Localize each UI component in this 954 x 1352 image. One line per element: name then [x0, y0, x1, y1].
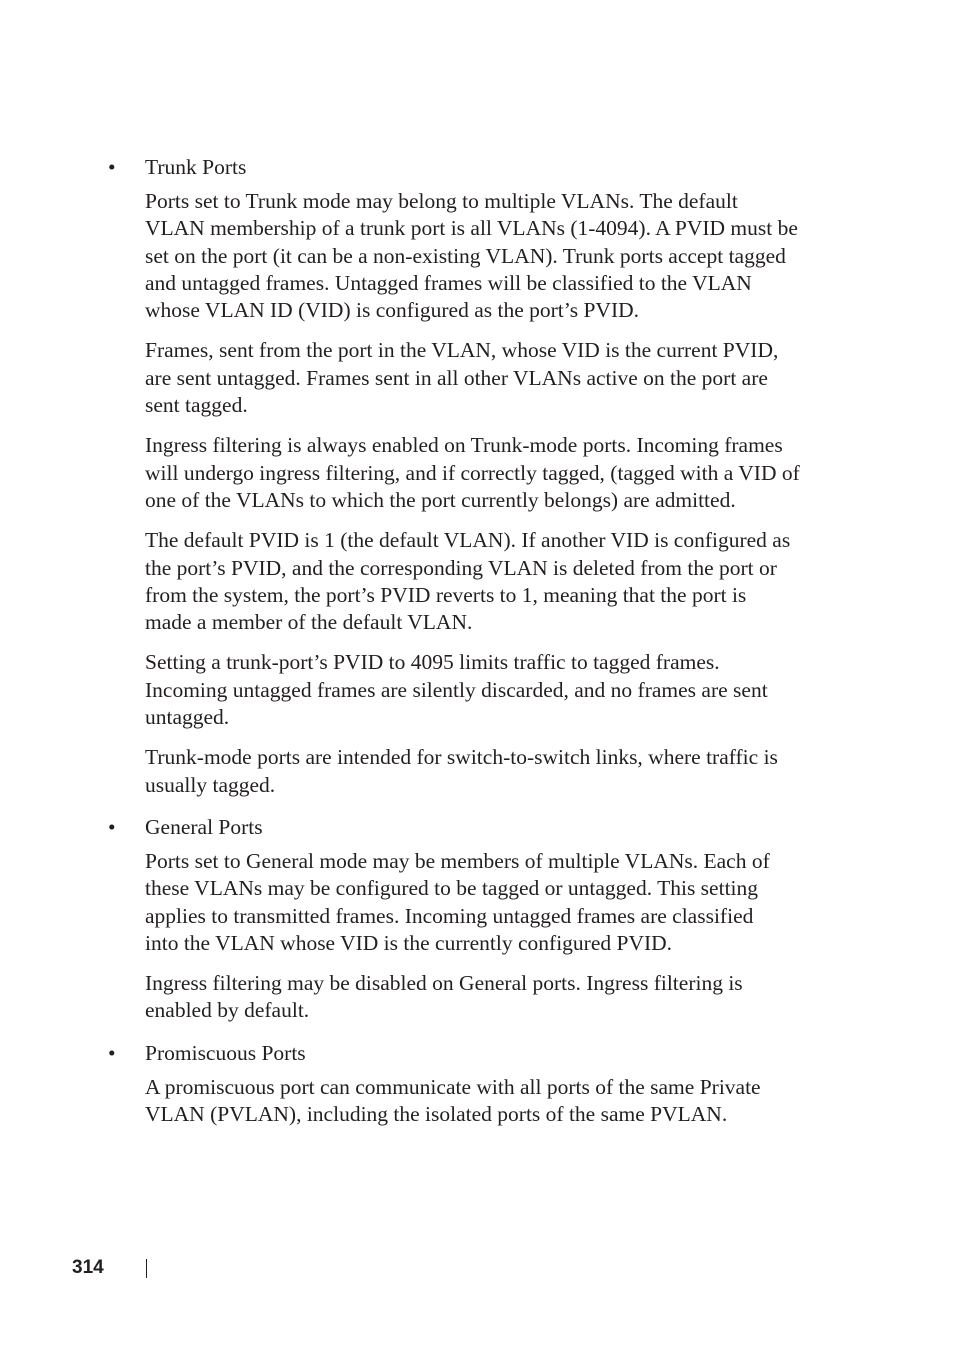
paragraph: The default PVID is 1 (the default VLAN). If another VID is configured as the port’s PVID, and the corresponding VLAN is deleted from the port or from the system, the port’s PVID reverts to 1, meaning that the port is made a member of the default VLAN.: [145, 528, 791, 635]
page-body: [0, 152, 954, 1128]
paragraph: Trunk-mode ports are intended for switch-to-switch links, where traffic is usually tagged.: [145, 745, 778, 797]
paragraph: Ingress filtering is always enabled on Trunk-mode ports. Incoming frames will undergo ingress filtering, and if correctly tagged, (tagged with a VID of one of the VLANs to which the port currently belongs) are admitted.: [145, 433, 800, 512]
paragraph: Ports set to General mode may be members of multiple VLANs. Each of these VLANs may be configured to be tagged or untagged. This setting applies to transmitted frames. Incoming untagged frames are classified into the VLAN whose VID is the currently configured PVID.: [145, 848, 770, 955]
section-heading-promiscuous-ports: [0, 1038, 954, 1068]
section-heading-trunk-ports: [0, 152, 954, 182]
paragraph: A promiscuous port can communicate with all ports of the same Private VLAN (PVLAN), including the isolated ports of the same PVLAN.: [145, 1074, 761, 1127]
footer-divider: [146, 1259, 147, 1278]
paragraph: Ports set to Trunk mode may belong to multiple VLANs. The default VLAN membership of a trunk port is all VLANs (1-4094). A PVID must be set on the port (it can be a non-existing VLAN). Trunk ports accept tagged and untagged frames. Untagged frames will be classified to the VLAN whose VLAN ID (VID) is configured as the port’s PVID.: [145, 189, 798, 323]
paragraph: Ingress filtering may be disabled on General ports. Ingress filtering is enabled by default.: [145, 971, 743, 1023]
bullet-icon: •: [108, 814, 116, 839]
section-title: Trunk Ports: [145, 155, 247, 179]
bullet-icon: •: [108, 155, 116, 179]
bullet-icon: •: [108, 1040, 116, 1065]
section-heading-general-ports: [0, 812, 954, 842]
paragraph: Frames, sent from the port in the VLAN, whose VID is the current PVID, are sent untagged. Frames sent in all other VLANs active on the port are sent tagged.: [145, 338, 779, 418]
section-title: General Ports: [145, 814, 263, 839]
section-title: Promiscuous Ports: [145, 1040, 306, 1065]
page-number: 314: [72, 1257, 104, 1278]
paragraph: Setting a trunk-port’s PVID to 4095 limits traffic to tagged frames. Incoming untagged frames are silently discarded, and no frames are sent untagged.: [145, 650, 768, 730]
